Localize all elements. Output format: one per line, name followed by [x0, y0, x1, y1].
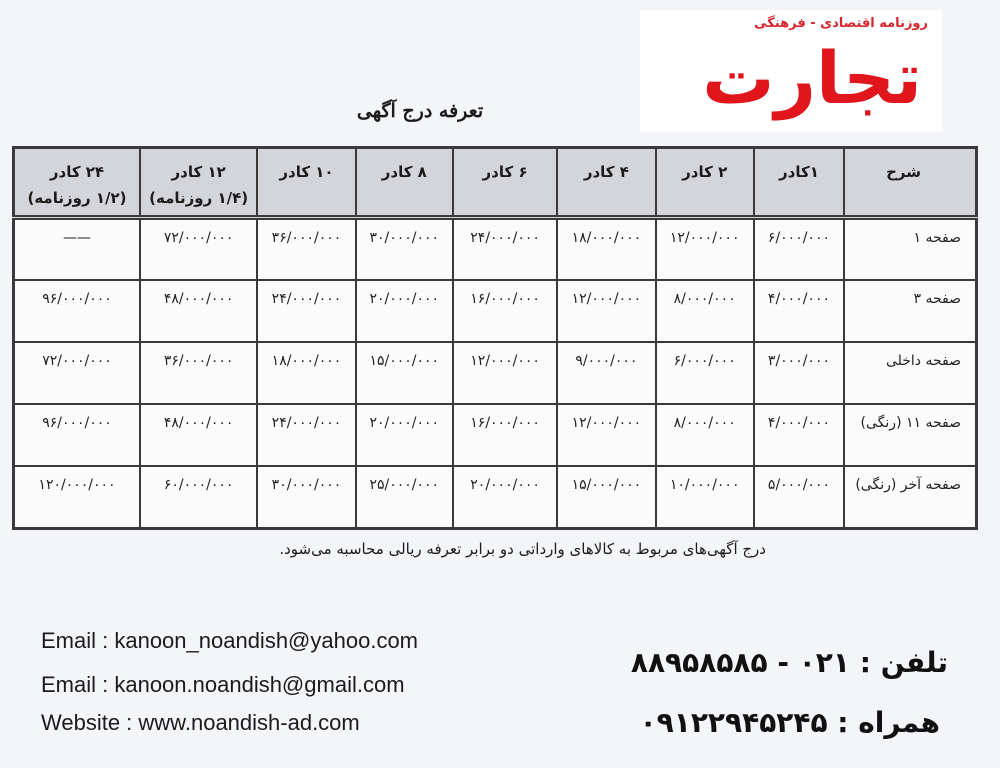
price-cell: ۷۲/۰۰۰/۰۰۰ [140, 218, 257, 280]
header-label: ۱کادر [779, 163, 819, 181]
price-cell: ۹۶/۰۰۰/۰۰۰ [14, 280, 140, 342]
price-cell: ۶/۰۰۰/۰۰۰ [656, 342, 754, 404]
row-label: صفحه ۱ [844, 218, 976, 280]
price-cell: ۴۸/۰۰۰/۰۰۰ [140, 280, 257, 342]
header-label: ۲ کادر [682, 163, 728, 181]
price-cell: ۳۰/۰۰۰/۰۰۰ [257, 466, 355, 528]
row-label: صفحه داخلی [844, 342, 976, 404]
price-cell: ۲۴/۰۰۰/۰۰۰ [453, 218, 557, 280]
header-cell [14, 148, 140, 218]
header-cell [453, 148, 557, 218]
header-label: ۸ کادر [381, 163, 427, 181]
import-surcharge-note: درج آگهی‌های مربوط به کالاهای وارداتی دو برابر تعرفه ریالی محاسبه می‌شود. [279, 540, 766, 558]
price-cell: ۸/۰۰۰/۰۰۰ [656, 280, 754, 342]
header-label: شرح [886, 163, 921, 181]
price-cell: ۱۲۰/۰۰۰/۰۰۰ [14, 466, 140, 528]
website-link[interactable]: Website : www.noandish-ad.com [41, 710, 360, 735]
page-title: تعرفه درج آگهی [356, 100, 484, 122]
email-gmail[interactable]: Email : kanoon.noandish@gmail.com [41, 672, 405, 697]
table-row [14, 404, 977, 466]
header-cell [844, 148, 976, 218]
price-cell: ۳۰/۰۰۰/۰۰۰ [356, 218, 453, 280]
header-cell [356, 148, 453, 218]
mobile-number[interactable]: همراه : ۰۹۱۲۲۹۴۵۲۴۵ [639, 706, 940, 739]
price-cell: ۳/۰۰۰/۰۰۰ [754, 342, 844, 404]
price-cell: ۶۰/۰۰۰/۰۰۰ [140, 466, 257, 528]
header-sublabel: (۱/۲ روزنامه) [27, 189, 127, 207]
price-cell: ۲۴/۰۰۰/۰۰۰ [257, 280, 355, 342]
header-label: ۱۰ کادر [279, 163, 334, 181]
price-cell: ۱۲/۰۰۰/۰۰۰ [557, 404, 655, 466]
table-row [14, 466, 977, 528]
row-label: صفحه ۳ [844, 280, 976, 342]
table-row [14, 342, 977, 404]
row-label: صفحه آخر (رنگی) [844, 466, 976, 528]
price-cell: ۹۶/۰۰۰/۰۰۰ [14, 404, 140, 466]
header-row [14, 148, 977, 218]
price-cell: ۲۰/۰۰۰/۰۰۰ [453, 466, 557, 528]
header-label: ۴ کادر [583, 163, 629, 181]
price-cell: ۱۶/۰۰۰/۰۰۰ [453, 404, 557, 466]
price-cell: ۴۸/۰۰۰/۰۰۰ [140, 404, 257, 466]
header-label: ۲۴ کادر [49, 163, 105, 181]
table-body [14, 218, 977, 529]
price-cell: ۴/۰۰۰/۰۰۰ [754, 404, 844, 466]
price-cell: ۴/۰۰۰/۰۰۰ [754, 280, 844, 342]
table-header [14, 148, 977, 218]
price-cell: ۲۰/۰۰۰/۰۰۰ [356, 404, 453, 466]
table-row [14, 218, 977, 280]
price-cell: ۳۶/۰۰۰/۰۰۰ [257, 218, 355, 280]
header-label: ۱۲ کادر [171, 163, 226, 181]
row-label: صفحه ۱۱ (رنگی) [844, 404, 976, 466]
newspaper-logo [640, 10, 942, 132]
price-cell: ۱۲/۰۰۰/۰۰۰ [453, 342, 557, 404]
price-cell: ۱۲/۰۰۰/۰۰۰ [557, 280, 655, 342]
header-cell [140, 148, 257, 218]
price-cell: ۸/۰۰۰/۰۰۰ [656, 404, 754, 466]
price-cell: ۵/۰۰۰/۰۰۰ [754, 466, 844, 528]
price-cell: ۱۸/۰۰۰/۰۰۰ [257, 342, 355, 404]
header-cell [257, 148, 355, 218]
header-cell [754, 148, 844, 218]
phone-number[interactable]: تلفن : ۰۲۱ - ۸۸۹۵۸۵۸۵ [630, 646, 948, 679]
header-cell [557, 148, 655, 218]
email-yahoo[interactable]: Email : kanoon_noandish@yahoo.com [41, 628, 419, 653]
price-cell: ۲۰/۰۰۰/۰۰۰ [356, 280, 453, 342]
price-cell: ۱۵/۰۰۰/۰۰۰ [356, 342, 453, 404]
price-cell: ۲۵/۰۰۰/۰۰۰ [356, 466, 453, 528]
logo-subtitle: روزنامه اقتصادی - فرهنگی [754, 16, 928, 31]
header-cell [656, 148, 754, 218]
price-cell: ۹/۰۰۰/۰۰۰ [557, 342, 655, 404]
price-cell: ۱۸/۰۰۰/۰۰۰ [557, 218, 655, 280]
price-cell: ۶/۰۰۰/۰۰۰ [754, 218, 844, 280]
table-row [14, 280, 977, 342]
price-cell: ۳۶/۰۰۰/۰۰۰ [140, 342, 257, 404]
logo-name: تجارت [702, 36, 922, 120]
price-cell: ۱۵/۰۰۰/۰۰۰ [557, 466, 655, 528]
price-cell: ۱۶/۰۰۰/۰۰۰ [453, 280, 557, 342]
price-cell: —— [14, 218, 140, 280]
price-cell: ۲۴/۰۰۰/۰۰۰ [257, 404, 355, 466]
header-label: ۶ کادر [482, 163, 528, 181]
header-sublabel: (۱/۴ روزنامه) [149, 189, 249, 207]
price-cell: ۱۲/۰۰۰/۰۰۰ [656, 218, 754, 280]
price-cell: ۱۰/۰۰۰/۰۰۰ [656, 466, 754, 528]
rate-table [12, 146, 978, 530]
price-cell: ۷۲/۰۰۰/۰۰۰ [14, 342, 140, 404]
